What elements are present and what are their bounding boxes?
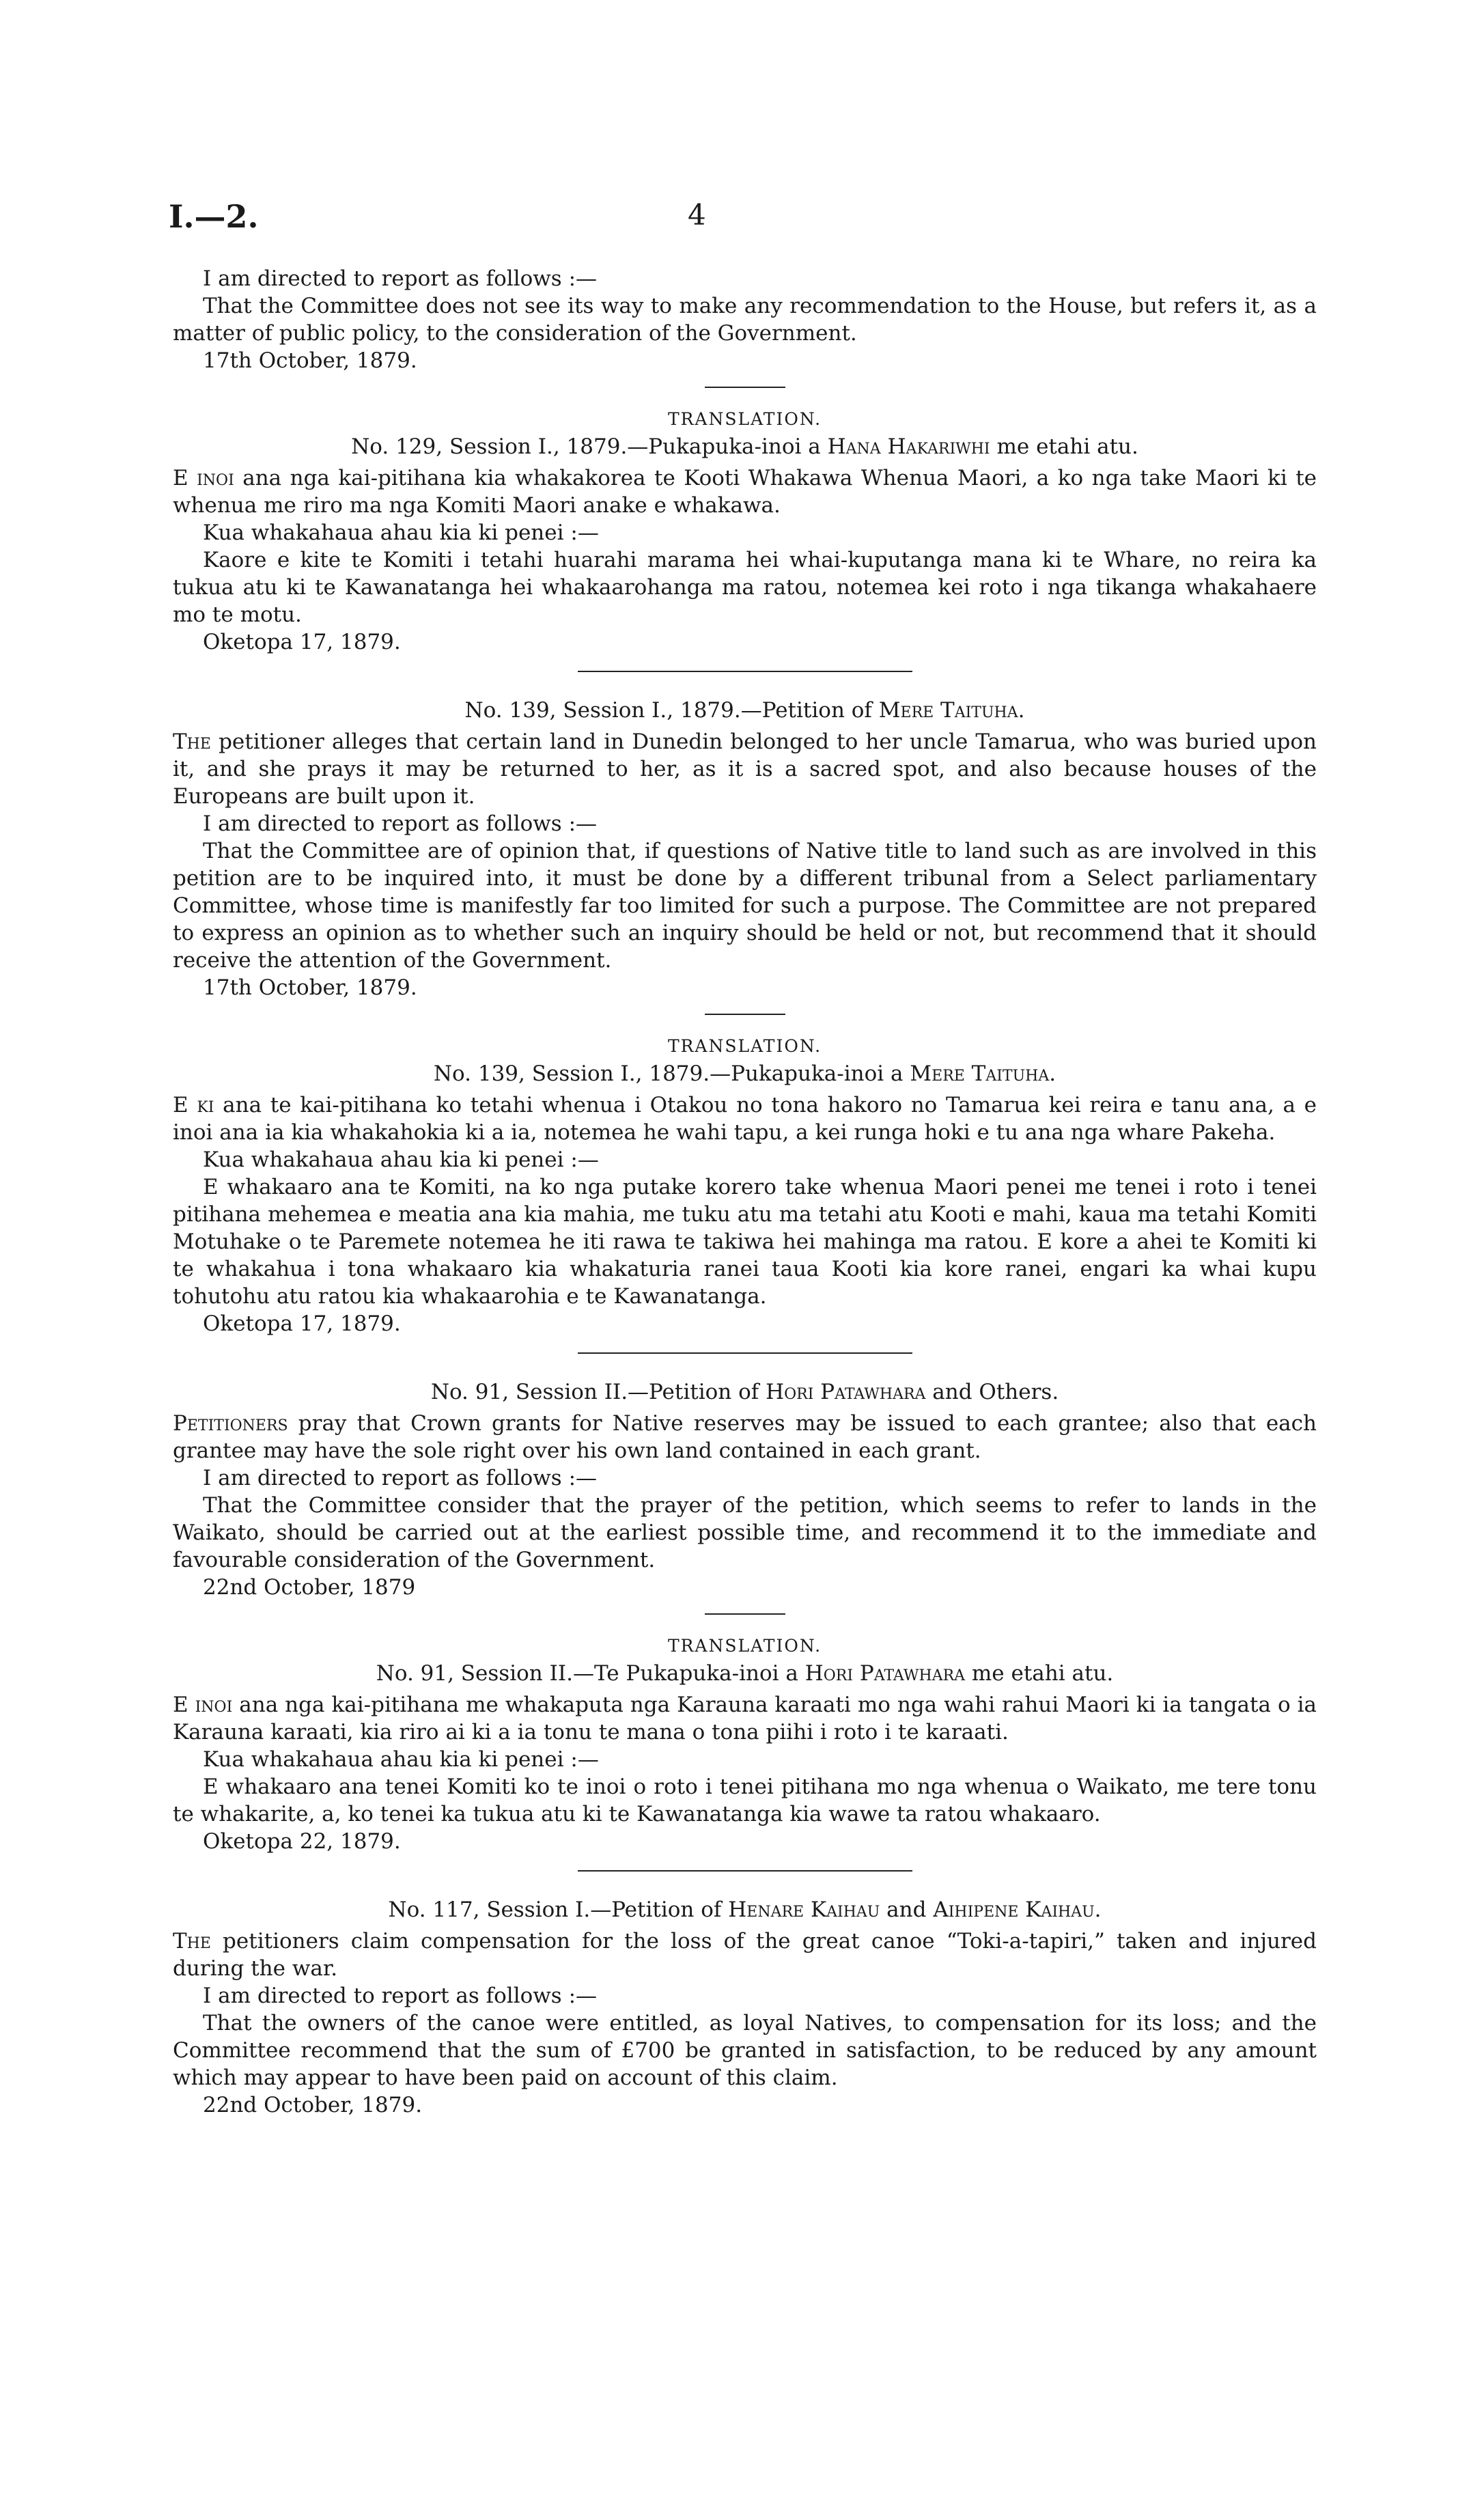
petitioner-name: Henare Kaihau: [728, 1897, 880, 1922]
section-divider: [578, 1870, 912, 1872]
translation-label: TRANSLATION.: [667, 409, 822, 429]
report-body: That the Committee consider that the prayer of the petition, which seems to refer to lands in the Waikato, should be carried out at the earliest possible time, and recommend it to the immediate and favourable consideration of the Government.: [173, 1493, 1317, 1572]
lead-words: The: [173, 1929, 211, 1953]
report-body: That the owners of the canoe were entitled, as loyal Natives, to compensation for its loss; and the Committee recommend that the sum of £700 be granted in satisfaction, to be reduced by any amount which may appear to have been paid on account of this claim.: [173, 2011, 1317, 2090]
directed-line: Kua whakahaua ahau kia ki penei :—: [203, 520, 599, 545]
lead-words: E inoi: [173, 466, 234, 490]
report-date: 22nd October, 1879.: [203, 2093, 423, 2117]
report-body: E whakaaro ana tenei Komiti ko te inoi o roto i tenei pitihana mo nga whenua o Waikato, me tere tonu te whakarite, a, ko tenei ka tukua atu ki te Kawanatanga kia wawe ta ratou whakaaro.: [173, 1775, 1317, 1826]
report-date: 22nd October, 1879: [203, 1575, 416, 1600]
report-date: Oketopa 17, 1879.: [203, 630, 401, 654]
translation-91: [173, 1632, 1317, 1855]
lead-words: Petitioners: [173, 1411, 288, 1436]
petition-91: [173, 1378, 1317, 1601]
report-date: 17th October, 1879.: [203, 975, 417, 1000]
translation-label: TRANSLATION.: [667, 1036, 822, 1056]
petition-title: No. 117, Session I.—Petition of Henare Kaihau and Aihipene Kaihau.: [388, 1897, 1102, 1922]
petitioner-name: Hana Hakariwhi: [827, 434, 990, 459]
section-divider: [705, 387, 785, 388]
report-body: That the Committee does not see its way to make any recommendation to the House, but refers it, as a matter of public policy, to the consideration of the Government.: [173, 294, 1317, 346]
report-body: Kaore e kite te Komiti i tetahi huarahi marama hei whai-kuputanga mana ki te Whare, no reira ka tukua atu ki te Kawanatanga hei whakaarohanga ma ratou, notemea kei roto i nga tikanga whakahaere mo te motu.: [173, 548, 1317, 627]
petitioner-name: Hori Patawhara: [804, 1661, 966, 1686]
petition-summary: The petitioner alleges that certain land in Dunedin belonged to her uncle Tamarua, who was buried upon it, and she prays it may be returned to her, as it is a sacred spot, and also because houses of the Europeans are built upon it.: [173, 729, 1317, 809]
petition-117: [173, 1896, 1317, 2119]
petition-139: [173, 697, 1317, 1001]
petition-summary: E inoi ana nga kai-pitihana me whakaputa nga Karauna karaati mo nga wahi rahui Maori ki ia tangata o ia Karauna karaati, kia riro ai ki a ia tonu te mana o tona piihi i roto i te karaati.: [173, 1693, 1317, 1744]
translation-label: TRANSLATION.: [667, 1636, 822, 1656]
section-divider: [705, 1613, 785, 1615]
page-body: [173, 265, 1317, 2119]
petitioner-name: Mere Taituha: [910, 1061, 1050, 1086]
directed-line: I am directed to report as follows :—: [203, 811, 598, 836]
page-number: 4: [688, 198, 706, 232]
report-date: Oketopa 22, 1879.: [203, 1829, 401, 1854]
petition-title: No. 139, Session I., 1879.—Pukapuka-inoi a Mere Taituha.: [433, 1061, 1056, 1086]
petition-title: No. 91, Session II.—Te Pukapuka-inoi a Hori Patawhara me etahi atu.: [376, 1661, 1114, 1686]
lead-words: E ki: [173, 1093, 214, 1117]
directed-line: I am directed to report as follows :—: [203, 1984, 598, 2008]
directed-line: I am directed to report as follows :—: [203, 1466, 598, 1490]
petitioner-name: Mere Taituha: [878, 698, 1018, 723]
section-divider: [578, 1352, 912, 1354]
directed-line: Kua whakahaua ahau kia ki penei :—: [203, 1747, 599, 1772]
petitioner-name-2: Aihipene Kaihau: [933, 1897, 1095, 1922]
lead-words: E inoi: [173, 1693, 233, 1717]
petition-summary: E ki ana te kai-pitihana ko tetahi whenua i Otakou no tona hakoro no Tamarua kei reira e tanu ana, a e inoi ana ia kia whakahokia ki a ia, notemea he wahi tapu, a kei runga hoki e tu ana nga whare Pakeha.: [173, 1093, 1317, 1145]
petition-title: No. 91, Session II.—Petition of Hori Patawhara and Others.: [430, 1380, 1059, 1404]
report-body: E whakaaro ana te Komiti, na ko nga putake korero take whenua Maori penei me tenei i roto i tenei pitihana mehemea e meatia ana kia mahia, me tuku atu ma tetahi atu Kooti e mahi, kaua ma tetahi Komiti Motuhake o te Paremete notemea he iti rawa te takiwa hei mahinga ma ratou. E kore a ahei te Komiti ki te whakahua i tona whakaaro kia whakaturia ranei taua Kooti kia kore ranei, engari ka whai kupu tohutohu atu ratou kia whakaarohia e te Kawanatanga.: [173, 1175, 1317, 1309]
report-continued: [173, 265, 1317, 374]
page-header: [169, 198, 1316, 253]
directed-line: I am directed to report as follows :—: [203, 266, 598, 291]
petitioner-name: Hori Patawhara: [766, 1380, 926, 1404]
translation-129: [173, 406, 1317, 656]
report-date: 17th October, 1879.: [203, 348, 417, 373]
section-divider: [578, 671, 912, 672]
directed-line: Kua whakahaua ahau kia ki penei :—: [203, 1148, 599, 1172]
petition-summary: Petitioners pray that Crown grants for Native reserves may be issued to each grantee; also that each grantee may have the sole right over his own land contained in each grant.: [173, 1411, 1317, 1463]
lead-words: The: [173, 729, 211, 754]
petition-summary: The petitioners claim compensation for the loss of the great canoe “Toki-a-tapiri,” taken and injured during the war.: [173, 1929, 1317, 1981]
report-body: That the Committee are of opinion that, if questions of Native title to land such as are involved in this petition are to be inquired into, it must be done by a different tribunal from a Select parliamentary Committee, whose time is manifestly far too limited for such a purpose. The Committee are not prepared to express an opinion as to whether such an inquiry should be held or not, but recommend that it should receive the attention of the Government.: [173, 839, 1317, 973]
report-date: Oketopa 17, 1879.: [203, 1311, 401, 1336]
petition-title: No. 129, Session I., 1879.—Pukapuka-inoi a Hana Hakariwhi me etahi atu.: [351, 434, 1138, 459]
petition-summary: E inoi ana nga kai-pitihana kia whakakorea te Kooti Whakawa Whenua Maori, a ko nga take Maori ki te whenua me riro ma nga Komiti Maori anake e whakawa.: [173, 466, 1317, 518]
document-reference: I.—2.: [169, 198, 259, 235]
section-divider: [705, 1014, 785, 1015]
translation-139: [173, 1033, 1317, 1337]
petition-title: No. 139, Session I., 1879.—Petition of Mere Taituha.: [464, 698, 1025, 723]
